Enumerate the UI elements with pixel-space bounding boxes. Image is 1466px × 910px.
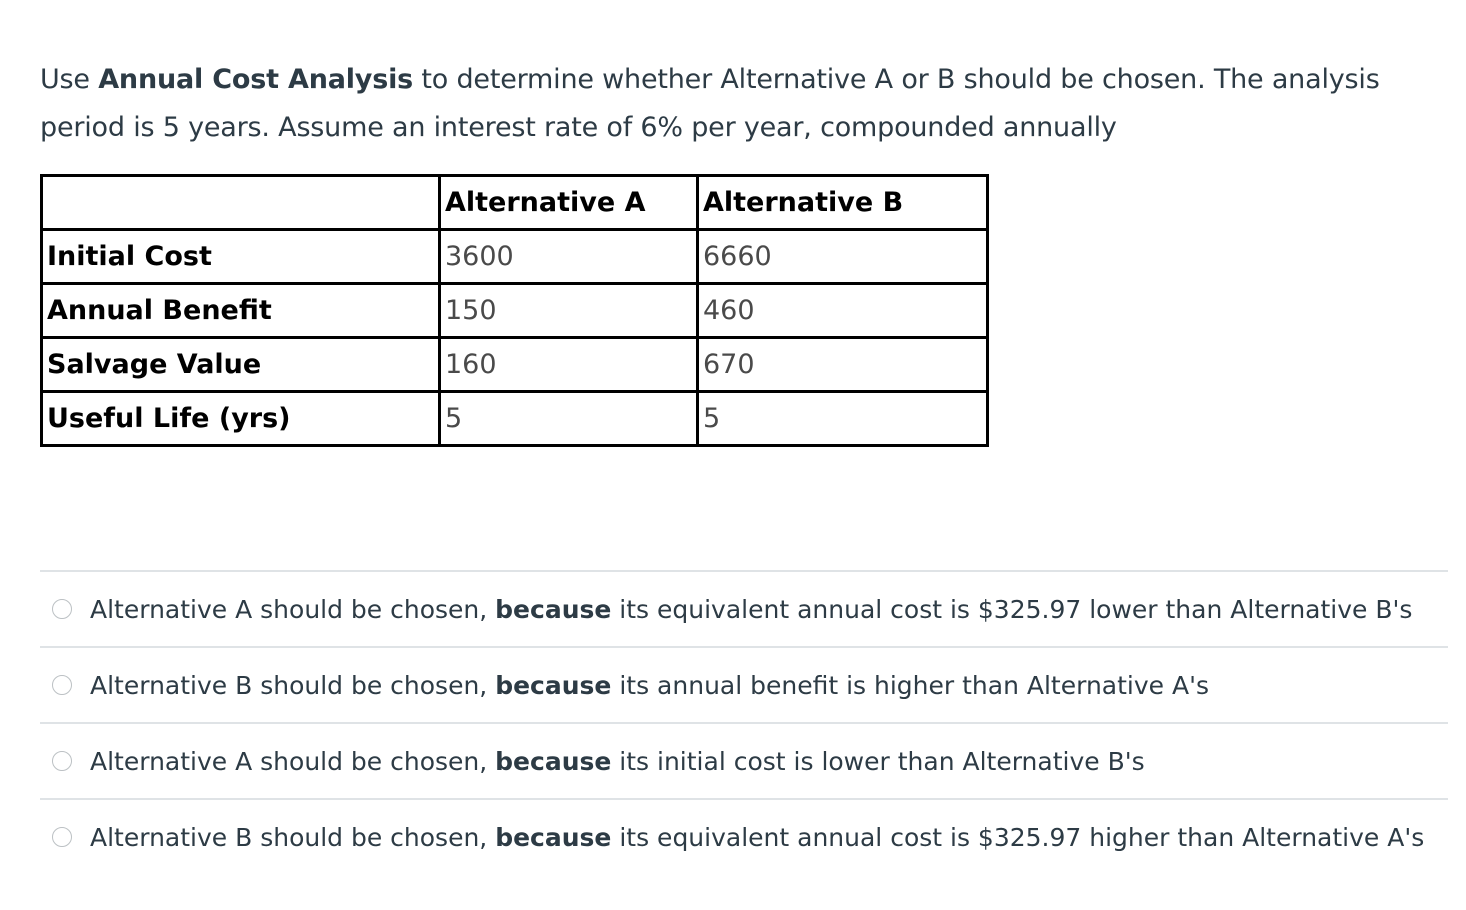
radio-button[interactable] xyxy=(52,675,72,695)
question-bold: Annual Cost Analysis xyxy=(98,64,414,95)
alternatives-table xyxy=(40,174,989,447)
row-label: Useful Life (yrs) xyxy=(42,392,440,446)
radio-button[interactable] xyxy=(52,599,72,619)
value-alternative-b: 460 xyxy=(698,284,988,338)
answer-text: Alternative B should be chosen, because its annual benefit is higher than Alternative A's xyxy=(90,670,1209,700)
value-alternative-b: 6660 xyxy=(698,230,988,284)
answer-option-3[interactable] xyxy=(40,722,1448,798)
answer-text: Alternative A should be chosen, because its initial cost is lower than Alternative B's xyxy=(90,746,1145,776)
row-label: Annual Benefit xyxy=(42,284,440,338)
value-alternative-a: 160 xyxy=(440,338,698,392)
table-row xyxy=(42,284,988,338)
answer-text: Alternative A should be chosen, because its equivalent annual cost is $325.97 lower than Alternative B's xyxy=(90,594,1413,624)
row-label: Salvage Value xyxy=(42,338,440,392)
radio-button[interactable] xyxy=(52,827,72,847)
answer-option-1[interactable] xyxy=(40,570,1448,646)
table-header-row xyxy=(42,176,988,230)
answer-options xyxy=(40,570,1448,874)
value-alternative-b: 670 xyxy=(698,338,988,392)
value-alternative-b: 5 xyxy=(698,392,988,446)
answer-option-2[interactable] xyxy=(40,646,1448,722)
header-cell-alternative-b: Alternative B xyxy=(698,176,988,230)
question-part-1: Use xyxy=(40,64,99,95)
question-part-2: to determine whether Alternative A or B should be chosen. The analysis period is 5 years. Assume an interest rate of 6% per year, compounded annually xyxy=(40,64,1380,143)
value-alternative-a: 150 xyxy=(440,284,698,338)
header-cell-alternative-a: Alternative A xyxy=(440,176,698,230)
table-row xyxy=(42,230,988,284)
value-alternative-a: 3600 xyxy=(440,230,698,284)
header-cell-empty xyxy=(42,176,440,230)
table-row xyxy=(42,338,988,392)
answer-text: Alternative B should be chosen, because its equivalent annual cost is $325.97 higher than Alternative A's xyxy=(90,822,1425,852)
value-alternative-a: 5 xyxy=(440,392,698,446)
radio-button[interactable] xyxy=(52,751,72,771)
answer-option-4[interactable] xyxy=(40,798,1448,874)
row-label: Initial Cost xyxy=(42,230,440,284)
question-text xyxy=(40,56,1430,152)
table-row xyxy=(42,392,988,446)
